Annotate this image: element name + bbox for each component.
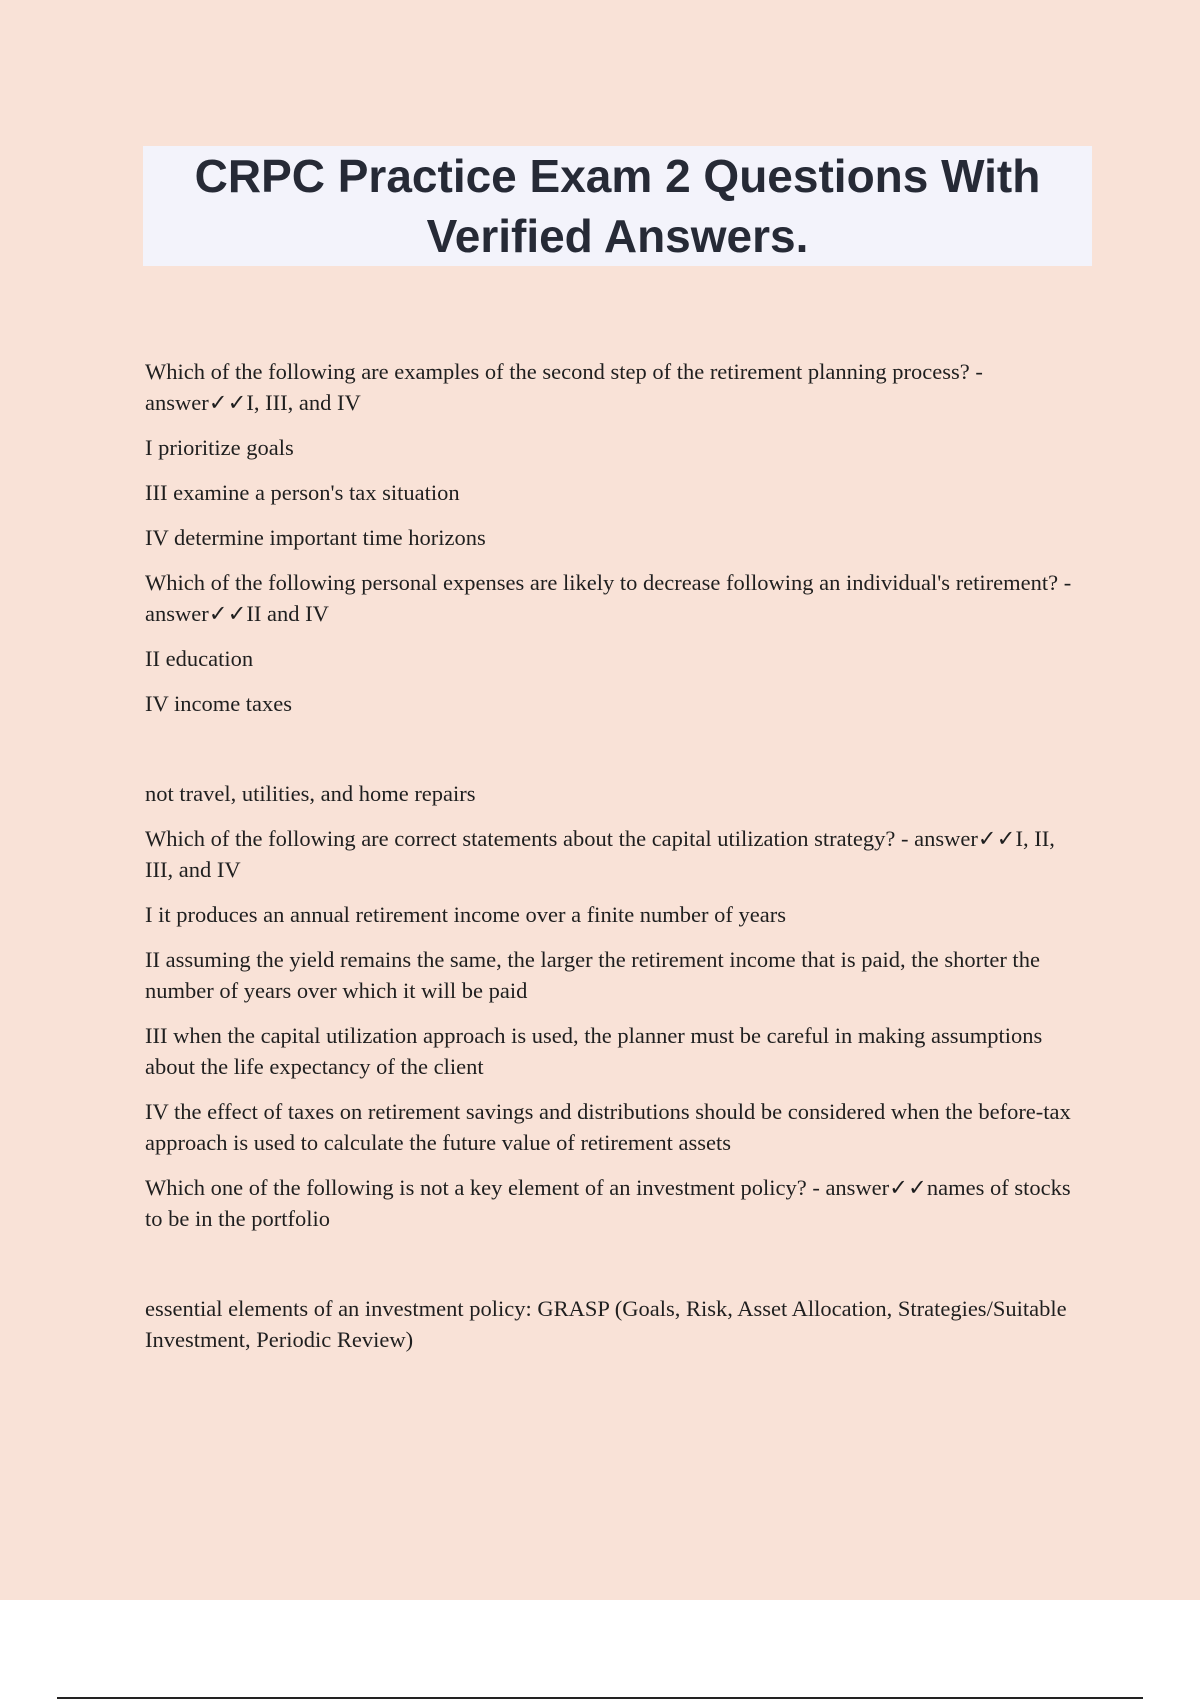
answer-item-3-4: IV the effect of taxes on retirement savings and distributions should be considered when the before-tax approach is used to calculate the future value of retirement assets — [145, 1099, 1071, 1155]
answer-item-1-1: I prioritize goals — [145, 435, 294, 460]
question-2: Which of the following personal expenses are likely to decrease following an individual's retirement? - answer✓✓II and IV — [145, 570, 1072, 626]
answer-item-3-1: I it produces an annual retirement income over a finite number of years — [145, 902, 786, 927]
answer-item-3-2: II assuming the yield remains the same, the larger the retirement income that is paid, the shorter the number of years over which it will be paid — [145, 947, 1040, 1003]
answer-item-1-3: III examine a person's tax situation — [145, 480, 460, 505]
answer-item-2-4: IV income taxes — [145, 691, 293, 716]
answer-item-1-4: IV determine important time horizons — [145, 525, 486, 550]
answer-item-3-3: III when the capital utilization approach is used, the planner must be careful in making assumptions about the life expectancy of the client — [145, 1023, 1043, 1079]
title-banner — [143, 146, 1092, 266]
answer-note-4: essential elements of an investment policy: GRASP (Goals, Risk, Asset Allocation, Strategies/Suitable Investment, Periodic Review) — [145, 1296, 1067, 1352]
question-3: Which of the following are correct statements about the capital utilization strategy? - answer✓✓I, II, III, and IV — [145, 826, 1055, 882]
question-4: Which one of the following is not a key element of an investment policy? - answer✓✓names of stocks to be in the portfolio — [145, 1175, 1071, 1231]
document-body — [145, 356, 1085, 1355]
answer-note-2: not travel, utilities, and home repairs — [145, 781, 476, 806]
document-title-line-2: Verified Answers. — [426, 210, 809, 262]
document-title-line-1: CRPC Practice Exam 2 Questions With — [194, 150, 1041, 202]
question-1: Which of the following are examples of the second step of the retirement planning process? - answer✓✓I, III, and IV — [145, 359, 983, 415]
answer-item-2-2: II education — [145, 646, 254, 671]
footer-divider — [57, 1697, 1143, 1699]
